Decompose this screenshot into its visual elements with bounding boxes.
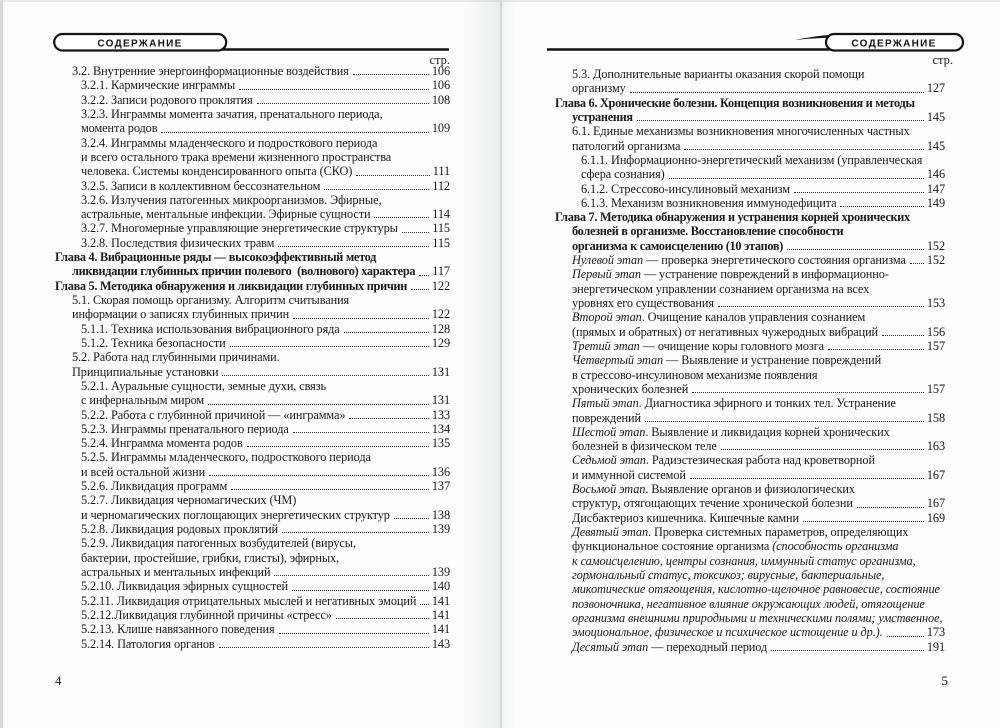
toc-entry: [555, 196, 945, 210]
toc-entry-text: (прямых и обратных) от негативных чужеродных вибраций: [572, 324, 879, 339]
toc-entry-text: 3.2.6. Излучения патогенных микроорганизмов. Эфирные,: [81, 192, 382, 207]
toc-page-number: 141: [431, 593, 450, 608]
toc-page-number: 128: [431, 321, 450, 336]
dot-leader: [336, 608, 429, 619]
toc-entry: [55, 536, 450, 550]
toc-entry: [555, 325, 945, 339]
toc-entry-text: 5.2.12.Ликвидация глубинной причины «стресс»: [81, 607, 332, 622]
toc-page-number: 117: [432, 264, 450, 279]
toc-page-number: 147: [926, 181, 945, 196]
dot-leader: [278, 236, 429, 247]
toc-entry: [55, 179, 450, 193]
dot-leader: [794, 182, 924, 193]
toc-entry: [55, 422, 450, 436]
toc-entry: [555, 353, 945, 367]
toc-page-number: 149: [926, 195, 945, 210]
toc-entry: [555, 81, 945, 95]
toc-entry-text: 5.2.6. Ликвидация программ: [81, 479, 228, 494]
toc-page-number: 133: [431, 407, 450, 422]
toc-entry: [55, 522, 450, 536]
toc-page-number: 158: [926, 410, 945, 425]
toc-page-number: 141: [431, 622, 450, 637]
dot-leader: [274, 565, 428, 576]
page-gutter-shade: [462, 0, 500, 728]
toc-page-number: 109: [431, 121, 450, 136]
dot-leader: [353, 64, 429, 75]
toc-entry: [55, 264, 450, 278]
toc-entry: [555, 368, 945, 382]
toc-entry: [55, 250, 450, 264]
toc-entry-text: — Выявление и устранение повреждений: [663, 353, 882, 368]
toc-entry: [55, 493, 450, 507]
dot-leader: [239, 78, 429, 89]
dot-leader: [349, 408, 428, 419]
toc-entry: [55, 307, 450, 321]
toc-entry-text: энергетическом управлении сознанием организма на всех: [572, 281, 870, 296]
toc-entry: [555, 468, 945, 482]
toc-entry: [555, 124, 945, 138]
dot-leader: [257, 93, 429, 104]
toc-entry-text: 6.1.1. Информационно-энергетический механизм (управленческая: [581, 152, 923, 167]
toc-entry: [55, 565, 450, 579]
dot-leader: [637, 110, 924, 121]
dot-leader: [292, 579, 429, 590]
dot-leader: [222, 365, 428, 376]
toc-page-number: 157: [926, 338, 945, 353]
toc-entry-text: 3.2. Внутренние энергоинформационные воздействия: [72, 64, 349, 78]
toc-entry-text: — устранение повреждений в информационно-: [640, 267, 889, 282]
toc-entry-text: 5.1. Скорая помощь организму. Алгоритм считывания: [72, 293, 350, 307]
dot-leader: [910, 253, 924, 264]
right-page: [555, 30, 953, 720]
dot-leader: [209, 465, 429, 476]
toc-page-number: 122: [431, 307, 450, 322]
contents-banner-right: [545, 30, 965, 56]
toc-entry-text: позвоночника, негативное влияние окружающих людей, отягощение: [572, 596, 925, 611]
toc-page-number: 108: [431, 92, 450, 107]
toc-entry: [555, 611, 945, 625]
toc-entry-text: и иммунной системой: [572, 467, 686, 482]
dot-leader: [840, 196, 923, 207]
toc-entry-text: Десятый этап: [572, 639, 649, 654]
toc-entry: [55, 107, 450, 121]
toc-entry: [555, 453, 945, 467]
dot-leader: [684, 139, 923, 150]
toc-entry: [55, 93, 450, 107]
dot-leader: [279, 622, 429, 633]
dot-leader: [630, 81, 924, 92]
dot-leader: [344, 322, 429, 333]
toc-entry-text: 3.2.4. Инграммы младенческого и подросткового периода: [81, 135, 378, 150]
toc-page-number: 115: [432, 235, 450, 250]
toc-entry-text: 6.1. Единые механизмы возникновения многочисленных частных: [572, 124, 910, 139]
toc-entry: [555, 296, 945, 310]
toc-entry-text: 3.2.8. Последствия физических травм: [81, 235, 275, 250]
toc-entry-text: болезней в организме. Восстановление способности: [572, 224, 844, 239]
banner-title: СОДЕРЖАНИЕ: [851, 38, 937, 50]
toc-entry: [55, 279, 450, 293]
toc-entry-text: сфера сознания): [581, 167, 665, 182]
toc-entry-text: — очищение коры головного мозга: [639, 338, 824, 353]
toc-entry: [555, 382, 945, 396]
contents-banner-left: [53, 30, 453, 56]
dot-leader: [771, 640, 924, 651]
toc-entry-text: гормональный статус, токсикоз; вирусные, бактериальные,: [572, 567, 885, 582]
toc-entry-text: астральных и ментальных инфекций: [81, 564, 271, 579]
toc-entry-text: Глава 4. Вибрационные ряды — высокоэффективный метод: [55, 250, 377, 265]
toc-entry-text: 3.2.1. Кармические инграммы: [81, 78, 235, 93]
dot-leader: [420, 594, 429, 605]
toc-page-number: 167: [926, 496, 945, 511]
toc-entry: [55, 393, 450, 407]
toc-entry-text: и всего остального трака времени жизненного пространства: [81, 149, 392, 164]
toc-entry-text: 5.2.1. Ауральные сущности, земные духи, связь: [81, 378, 326, 393]
toc-entry: [555, 525, 945, 539]
dot-leader: [411, 279, 429, 290]
toc-entry-text: патологий организма: [572, 138, 681, 153]
toc-page-number: 191: [926, 639, 945, 654]
toc-entry-text: астральные, ментальные инфекции. Эфирные сущности: [81, 207, 371, 222]
toc-page-number: 152: [926, 253, 945, 268]
toc-entry-text: Дисбактериоз кишечника. Кишечные камни: [572, 510, 800, 525]
page-column-label-left: стр.: [429, 53, 450, 67]
toc-entry-text: 5.2.8. Ликвидация родовых проклятий: [81, 522, 278, 536]
dot-leader: [374, 207, 429, 218]
scan-edge-left: [0, 0, 3, 728]
toc-page-number: 139: [431, 564, 450, 579]
toc-page-number: 145: [926, 138, 945, 153]
toc-page-number: 135: [431, 436, 450, 451]
toc-page-number: 141: [431, 607, 450, 622]
toc-entry-text: . Диагностика эфирного и тонких тел. Устранение: [638, 396, 896, 411]
toc-entry: [55, 450, 450, 464]
toc-entry-text: 5.2. Работа над глубинными причинами.: [72, 350, 280, 365]
toc-entry-text: Первый этап: [572, 267, 641, 282]
dot-leader: [394, 508, 429, 519]
page-number-left: 4: [55, 673, 62, 688]
toc-entry: [555, 582, 945, 596]
dot-leader: [882, 325, 924, 336]
toc-entry-text: — переходный период: [648, 639, 768, 654]
toc-entry: [55, 479, 450, 493]
toc-page-number: 131: [431, 364, 450, 379]
toc-entry-text: к самоисцелению, центры сознания, иммунный статус организма,: [572, 553, 916, 568]
toc-entry: [555, 67, 945, 81]
dot-leader: [230, 336, 429, 347]
toc-page-number: 146: [926, 167, 945, 182]
toc-entry-text: человека. Системы конденсированного опыта (СКО): [81, 164, 353, 179]
toc-entry-text: и черномагических поглощающих энергетических структур: [81, 507, 390, 522]
toc-page-number: 122: [431, 278, 450, 293]
toc-entry: [555, 239, 945, 253]
toc-entry-text: организма внешними природными и техническими полями; умственное,: [572, 610, 943, 625]
toc-entry-text: 3.2.3. Инграммы момента зачатия, пренатального периода,: [81, 106, 383, 121]
toc-entry-text: 5.1.1. Техника использования вибрационного ряда: [81, 321, 340, 336]
toc-entry: [55, 350, 450, 364]
dot-leader: [419, 264, 429, 275]
toc-entry: [555, 511, 945, 525]
toc-page-number: 143: [431, 636, 450, 651]
toc-entry: [55, 78, 450, 92]
toc-entry: [555, 182, 945, 196]
toc-entry: [55, 150, 450, 164]
dot-leader: [219, 637, 429, 648]
toc-entry: [55, 136, 450, 150]
dot-leader: [721, 439, 924, 450]
toc-entry: [555, 640, 945, 654]
dot-leader: [293, 422, 429, 433]
toc-entry-text: Глава 5. Методика обнаружения и ликвидации глубинных причин: [55, 278, 408, 293]
toc-entry-text: организму: [572, 81, 626, 96]
toc-page-number: 169: [926, 510, 945, 525]
toc-entry-text: болезней в физическом теле: [572, 439, 717, 454]
toc-page-number: 163: [926, 439, 945, 454]
toc-entry-text: устранения: [572, 109, 633, 124]
toc-entry-text: организма к самоисцелению (10 этапов): [572, 238, 784, 253]
toc-entry: [555, 411, 945, 425]
banner-title: СОДЕРЖАНИЕ: [97, 38, 183, 50]
toc-entry: [55, 465, 450, 479]
page-number-right: 5: [941, 673, 948, 688]
toc-entry-text: . Выявление и ликвидация корней хронических: [645, 424, 890, 439]
toc-entry: [555, 139, 945, 153]
dot-leader: [718, 296, 924, 307]
toc-entry-text: 5.2.11. Ликвидация отрицательных мыслей и негативных эмоций: [81, 593, 417, 608]
toc-entry-text: уровнях его существования: [572, 296, 714, 310]
dot-leader: [645, 411, 924, 422]
toc-entry: [555, 339, 945, 353]
toc-entry-text: 6.1.2. Стрессово-инсулиновый механизм: [581, 181, 790, 196]
toc-entry-text: Шестой этап: [572, 424, 646, 439]
toc-entry-text: Глава 6. Хронические болезни. Концепция возникновения и методы: [555, 95, 915, 110]
page-column-label-right: стр.: [932, 53, 953, 67]
toc-page-number: 140: [431, 579, 450, 594]
toc-entry-text: эмоциональное, физическое и психическое истощение и др.).: [572, 625, 883, 640]
toc-entry-text: 5.3. Дополнительные варианты оказания скорой помощи: [572, 67, 865, 81]
toc-entry-text: момента родов: [81, 121, 158, 136]
toc-page-number: 112: [432, 178, 450, 193]
toc-entry-text: Принципиальные установки: [72, 364, 219, 379]
toc-entry: [55, 551, 450, 565]
dot-leader: [857, 496, 924, 507]
toc-entry-text: микотические отягощения, кислотно-щелочное равновесие, состояние: [572, 582, 940, 597]
toc-entry: [55, 293, 450, 307]
toc-entry: [555, 625, 945, 639]
toc-entry: [55, 64, 450, 78]
toc-entry-text: повреждений: [572, 410, 641, 425]
dot-leader: [293, 307, 429, 318]
toc-entry: [55, 164, 450, 178]
toc-page-number: 131: [431, 393, 450, 408]
dot-leader: [803, 511, 924, 522]
toc-list-left: [55, 64, 450, 651]
left-page: [55, 30, 450, 720]
toc-entry-text: 5.2.13. Клише навязанного поведения: [81, 622, 275, 637]
toc-entry-text: 5.2.4. Инграмма момента родов: [81, 436, 243, 451]
dot-leader: [787, 239, 924, 250]
toc-entry-text: 3.2.2. Записи родового проклятия: [81, 92, 253, 107]
toc-entry: [555, 554, 945, 568]
toc-entry: [555, 482, 945, 496]
toc-entry: [555, 110, 945, 124]
dot-leader: [324, 179, 429, 190]
toc-entry: [55, 221, 450, 235]
toc-entry: [55, 408, 450, 422]
toc-page-number: 127: [926, 81, 945, 96]
toc-page-number: 114: [432, 207, 450, 222]
toc-page-number: 137: [431, 479, 450, 494]
dot-leader: [161, 121, 428, 132]
toc-entry: [555, 396, 945, 410]
toc-entry-text: Третий этап: [572, 338, 640, 353]
toc-list-right: [555, 67, 945, 654]
toc-page-number: 157: [926, 381, 945, 396]
dot-leader: [690, 468, 924, 479]
toc-page-number: 156: [926, 324, 945, 339]
toc-entry-text: информации о записях глубинных причин: [72, 307, 290, 322]
dot-leader: [402, 221, 429, 232]
toc-entry-text: функциональное состояние организма: [572, 539, 773, 554]
dot-leader: [828, 339, 924, 350]
toc-entry: [555, 153, 945, 167]
toc-entry-text: с инфернальным миром: [81, 393, 205, 408]
toc-entry-text: 5.1.2. Техника безопасности: [81, 335, 226, 350]
toc-entry: [55, 121, 450, 135]
toc-entry: [55, 622, 450, 636]
toc-entry-text: Седьмой этап: [572, 453, 646, 468]
toc-entry: [555, 597, 945, 611]
toc-entry: [55, 336, 450, 350]
toc-entry: [555, 224, 945, 238]
toc-entry: [55, 379, 450, 393]
toc-entry: [55, 637, 450, 651]
toc-entry: [555, 425, 945, 439]
toc-page-number: 145: [926, 109, 945, 124]
toc-entry-text: (способность организма: [772, 539, 899, 554]
toc-entry: [55, 608, 450, 622]
toc-entry: [55, 508, 450, 522]
toc-entry: [55, 365, 450, 379]
toc-entry-text: 5.2.5. Инграммы младенческого, подросткового периода: [81, 450, 371, 465]
dot-leader: [208, 393, 429, 404]
dot-leader: [231, 479, 429, 490]
page-gutter-shade-right: [502, 0, 516, 728]
toc-entry: [555, 210, 945, 224]
toc-page-number: 136: [431, 464, 450, 479]
toc-page-number: 153: [926, 296, 945, 310]
toc-entry-text: — проверка энергетического состояния организма: [643, 253, 906, 268]
toc-entry: [55, 579, 450, 593]
toc-page-number: 111: [432, 164, 450, 179]
toc-page-number: 138: [431, 507, 450, 522]
toc-entry-text: Глава 7. Методика обнаружения и устранения корней хронических: [555, 210, 910, 225]
dot-leader: [356, 164, 429, 175]
toc-entry: [55, 594, 450, 608]
toc-entry-text: в стрессово-инсулиновом механизме появления: [572, 367, 818, 382]
toc-entry-text: ликвидации глубинных причин полевого (волнового) характера: [72, 264, 416, 279]
toc-entry-text: 3.2.7. Многомерные управляющие энергетические структуры: [81, 221, 398, 236]
toc-page-number: 129: [431, 335, 450, 350]
toc-entry-text: Девятый этап: [572, 525, 648, 539]
toc-entry-text: Пятый этап: [572, 396, 639, 411]
toc-entry-text: 5.2.3. Инграммы пренатального периода: [81, 421, 289, 436]
toc-entry: [555, 439, 945, 453]
toc-entry-text: структур, отягощающих течение хронической болезни: [572, 496, 853, 511]
toc-entry-text: 5.2.7. Ликвидация черномагических (ЧМ): [81, 493, 297, 508]
toc-entry-text: 6.1.3. Механизм возникновения иммунодефицита: [581, 195, 837, 210]
toc-page-number: 106: [431, 64, 450, 78]
toc-entry: [55, 322, 450, 336]
toc-page-number: 173: [926, 625, 945, 640]
toc-entry-text: 3.2.5. Записи в коллективном бессознательном: [81, 178, 321, 193]
dot-leader: [669, 167, 924, 178]
dot-leader: [247, 436, 429, 447]
toc-entry: [555, 496, 945, 510]
toc-entry: [555, 310, 945, 324]
toc-entry-text: Нулевой этап: [572, 253, 644, 268]
toc-entry: [55, 193, 450, 207]
toc-page-number: 134: [431, 421, 450, 436]
toc-entry-text: Четвертый этап: [572, 353, 664, 368]
toc-entry-text: хронических болезней: [572, 381, 689, 396]
dot-leader: [887, 625, 924, 636]
toc-entry-text: 5.2.10. Ликвидация эфирных сущностей: [81, 579, 288, 594]
toc-entry: [555, 568, 945, 582]
toc-entry: [555, 282, 945, 296]
toc-entry: [555, 253, 945, 267]
toc-entry-text: . Проверка системных параметров, определяющих: [648, 525, 909, 539]
toc-page-number: 139: [431, 522, 450, 536]
toc-entry-text: бактерии, простейшие, грибки, глисты), эфирных,: [81, 550, 340, 565]
toc-entry: [555, 539, 945, 553]
toc-entry-text: . Радиэстезическая работа над кроветворной: [645, 453, 875, 468]
toc-entry: [55, 436, 450, 450]
toc-entry: [555, 96, 945, 110]
toc-entry: [555, 267, 945, 281]
toc-page-number: 115: [432, 221, 450, 236]
dot-leader: [282, 522, 429, 533]
toc-entry-text: 5.2.14. Патология органов: [81, 636, 215, 651]
toc-entry-text: Второй этап: [572, 310, 642, 325]
toc-entry: [55, 207, 450, 221]
toc-entry: [555, 167, 945, 181]
toc-entry-text: Восьмой этап: [572, 482, 646, 497]
toc-page-number: 167: [926, 467, 945, 482]
toc-page-number: 152: [926, 238, 945, 253]
toc-entry: [55, 236, 450, 250]
toc-entry-text: . Очищение каналов управления сознанием: [641, 310, 866, 325]
toc-entry-text: и всей остальной жизни: [81, 464, 206, 479]
toc-entry-text: 5.2.2. Работа с глубинной причиной — «инграмма»: [81, 407, 346, 422]
dot-leader: [692, 382, 924, 393]
toc-entry-text: . Выявление органов и физиологических: [645, 482, 855, 497]
toc-entry-text: 5.2.9. Ликвидация патогенных возбудителей (вирусы,: [81, 536, 356, 551]
toc-page-number: 106: [431, 78, 450, 93]
